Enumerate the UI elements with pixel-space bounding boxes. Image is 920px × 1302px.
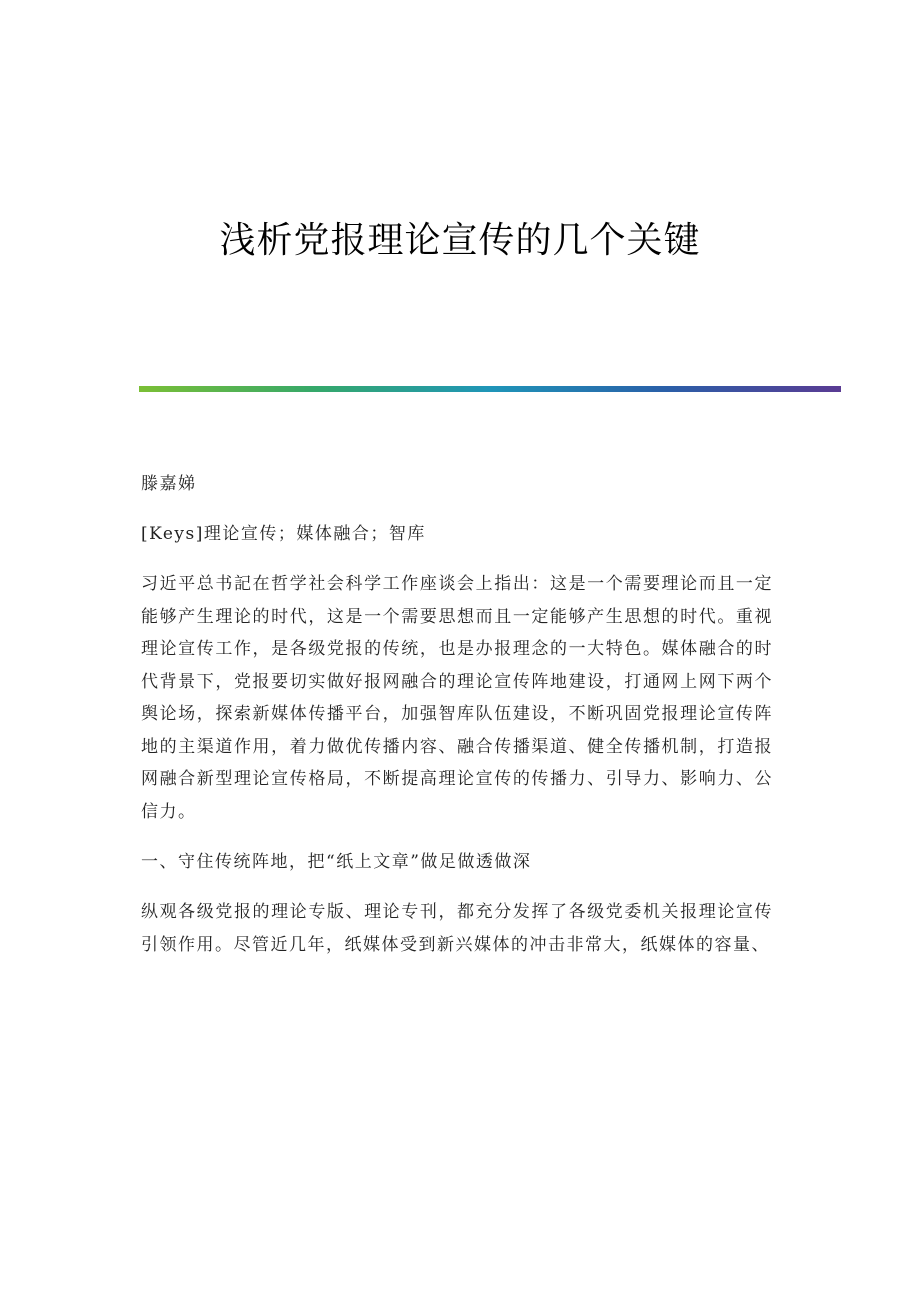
document-body	[141, 468, 773, 979]
section-heading: 一、守住传统阵地，把“纸上文章”做足做透做深	[141, 852, 532, 872]
author-name: 滕嘉娣	[141, 474, 197, 494]
keywords-line: [Keys]理论宣传；媒体融合；智库	[141, 524, 426, 544]
document-title: 浅析党报理论宣传的几个关键	[219, 220, 701, 261]
body-paragraph: 纵观各级党报的理论专版、理论专刊，都充分发挥了各级党委机关报理论宣传引领作用。尽管近几年，纸媒体受到新兴媒体的冲击非常大，纸媒体的容量、	[141, 902, 773, 955]
body-paragraph: 习近平总书記在哲学社会科学工作座谈会上指出：这是一个需要理论而且一定能够产生理论的时代，这是一个需要思想而且一定能够产生思想的时代。重视理论宣传工作，是各级党报的传统，也是办报理念的一大特色。媒体融合的时代背景下，党报要切实做好报网融合的理论宣传阵地建设，打通网上网下两个舆论场，探索新媒体传播平台，加强智库队伍建设，不断巩固党报理论宣传阵地的主渠道作用，着力做优传播内容、融合传播渠道、健全传播机制，打造报网融合新型理论宣传格局，不断提高理论宣传的传播力、引导力、影响力、公信力。	[141, 574, 773, 822]
title-divider	[139, 386, 841, 392]
